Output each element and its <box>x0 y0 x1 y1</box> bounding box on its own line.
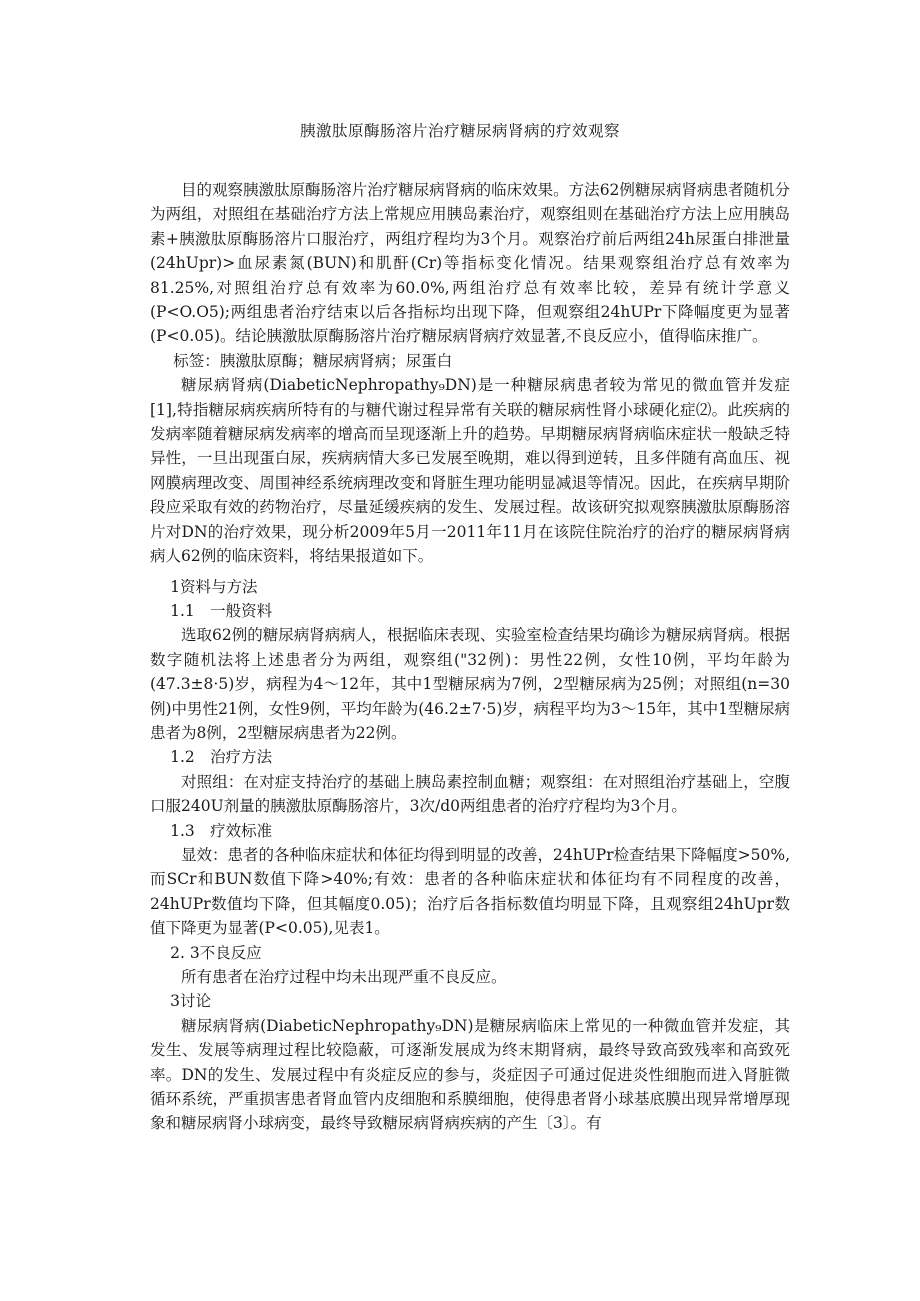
discussion-paragraph: 糖尿病肾病(DiabeticNephropathy₉DN)是糖尿病临床上常见的一种微血管并发症，其发生、发展等病理过程比较隐蔽，可逐渐发展成为终末期肾病，最终导致高致残率和高致死率。DN的发生、发展过程中有炎症反应的参与，炎症因子可通过促进炎性细胞而进入肾脏微循环系统，严重损害患者肾血管内皮细胞和系膜细胞，使得患者肾小球基底膜出现异常增厚现象和糖尿病肾小球病变，最终导致糖尿病肾病疾病的产生〔3〕。有 <box>150 1016 790 1133</box>
subsection-number: 1.2 <box>170 748 195 767</box>
subsection-heading-1-2 <box>150 745 790 769</box>
page-title: 胰激肽原酶肠溶片治疗糖尿病肾病的疗效观察 <box>299 122 620 140</box>
abstract-paragraph: 目的观察胰激肽原酶肠溶片治疗糖尿病肾病的临床效果。方法62例糖尿病肾病患者随机分为两组，对照组在基础治疗方法上常规应用胰岛素治疗，观察组则在基础治疗方法上应用胰岛素+胰激肽原酶肠溶片口服治疗，两组疗程均为3个月。观察治疗前后两组24h尿蛋白排泄量(24hUpr)>血尿素氮(BUN)和肌酐(Cr)等指标变化情况。结果观察组治疗总有效率为81.25%,对照组治疗总有效率为60.0%,两组治疗总有效率比较，差异有统计学意义(P<O.O5);两组患者治疗结束以后各指标均出现下降，但观察组24hUPr下降幅度更为显著(P<0.05)。结论胰激肽原酶肠溶片治疗糖尿病肾病疗效显著,不良反应小，值得临床推广。 <box>150 181 790 346</box>
intro-paragraph: 糖尿病肾病(DiabeticNephropathy₉DN)是一种糖尿病患者较为常见的微血管并发症[1],特指糖尿病疾病所特有的与糖代谢过程异常有关联的糖尿病性肾小球硬化症⑵。此疾病的发病率随着糖尿病发病率的增高而呈现逐渐上升的趋势。早期糖尿病肾病临床症状一般缺乏特异性，一旦出现蛋白尿，疾病病情大多已发展至晚期，难以得到逆转，且多伴随有高血压、视网膜病理改变、周围神经系统病理改变和肾脏生理功能明显减退等情况。因此，在疾病早期阶段应采取有效的药物治疗，尽量延缓疾病的发生、发展过程。故该研究拟观察胰激肽原酶肠溶片对DN的治疗效果，现分析2009年5月一2011年11月在该院住院治疗的治疗的糖尿病肾病病人62例的临床资料，将结果报道如下。 <box>150 376 790 566</box>
article-body <box>150 178 790 1136</box>
keywords-line: 标签：胰激肽原酶；糖尿病肾病；尿蛋白 <box>173 351 453 370</box>
subsection-heading-1-3 <box>150 819 790 843</box>
adverse-reaction-paragraph: 所有患者在治疗过程中均未出现严重不良反应。 <box>181 968 507 986</box>
criteria-paragraph: 显效：患者的各种临床症状和体征均得到明显的改善，24hUPr检查结果下降幅度>50%,而SCr和BUN数值下降>40%;有效：患者的各种临床症状和体征均有不同程度的改善，24hUPr数值均下降，但其幅度0.05)；治疗后各指标数值均明显下降，且观察组24hUpr数值下降更为显著(P<0.05),见表1。 <box>150 845 790 938</box>
section-heading-3: 3讨论 <box>170 992 212 1011</box>
subsection-heading-1-1 <box>150 599 790 623</box>
subsection-title: 疗效标准 <box>210 821 273 840</box>
subsection-heading-2-3: 2. 3不良反应 <box>170 943 262 962</box>
subsection-title: 治疗方法 <box>210 748 273 767</box>
general-data-paragraph: 选取62例的糖尿病肾病病人，根据临床表现、实验室检查结果均确诊为糖尿病肾病。根据数字随机法将上述患者分为两组，观察组("32例)：男性22例，女性10例，平均年龄为(47.3±8·5)岁，病程为4～12年，其中1型糖尿病为7例，2型糖尿病为25例；对照组(n=30例)中男性21例，女性9例，平均年龄为(46.2±7·5)岁，病程平均为3～15年，其中1型糖尿病患者为8例，2型糖尿病患者为22例。 <box>150 626 790 742</box>
subsection-number: 1.3 <box>170 821 195 840</box>
treatment-paragraph: 对照组：在对症支持治疗的基础上胰岛素控制血糖；观察组：在对照组治疗基础上，空腹口服240U剂量的胰激肽原酶肠溶片，3次/d0两组患者的治疗疗程均为3个月。 <box>150 772 790 816</box>
subsection-title: 一般资料 <box>210 601 273 620</box>
subsection-number: 1.1 <box>170 601 195 620</box>
section-heading-1: 1资料与方法 <box>170 577 258 596</box>
